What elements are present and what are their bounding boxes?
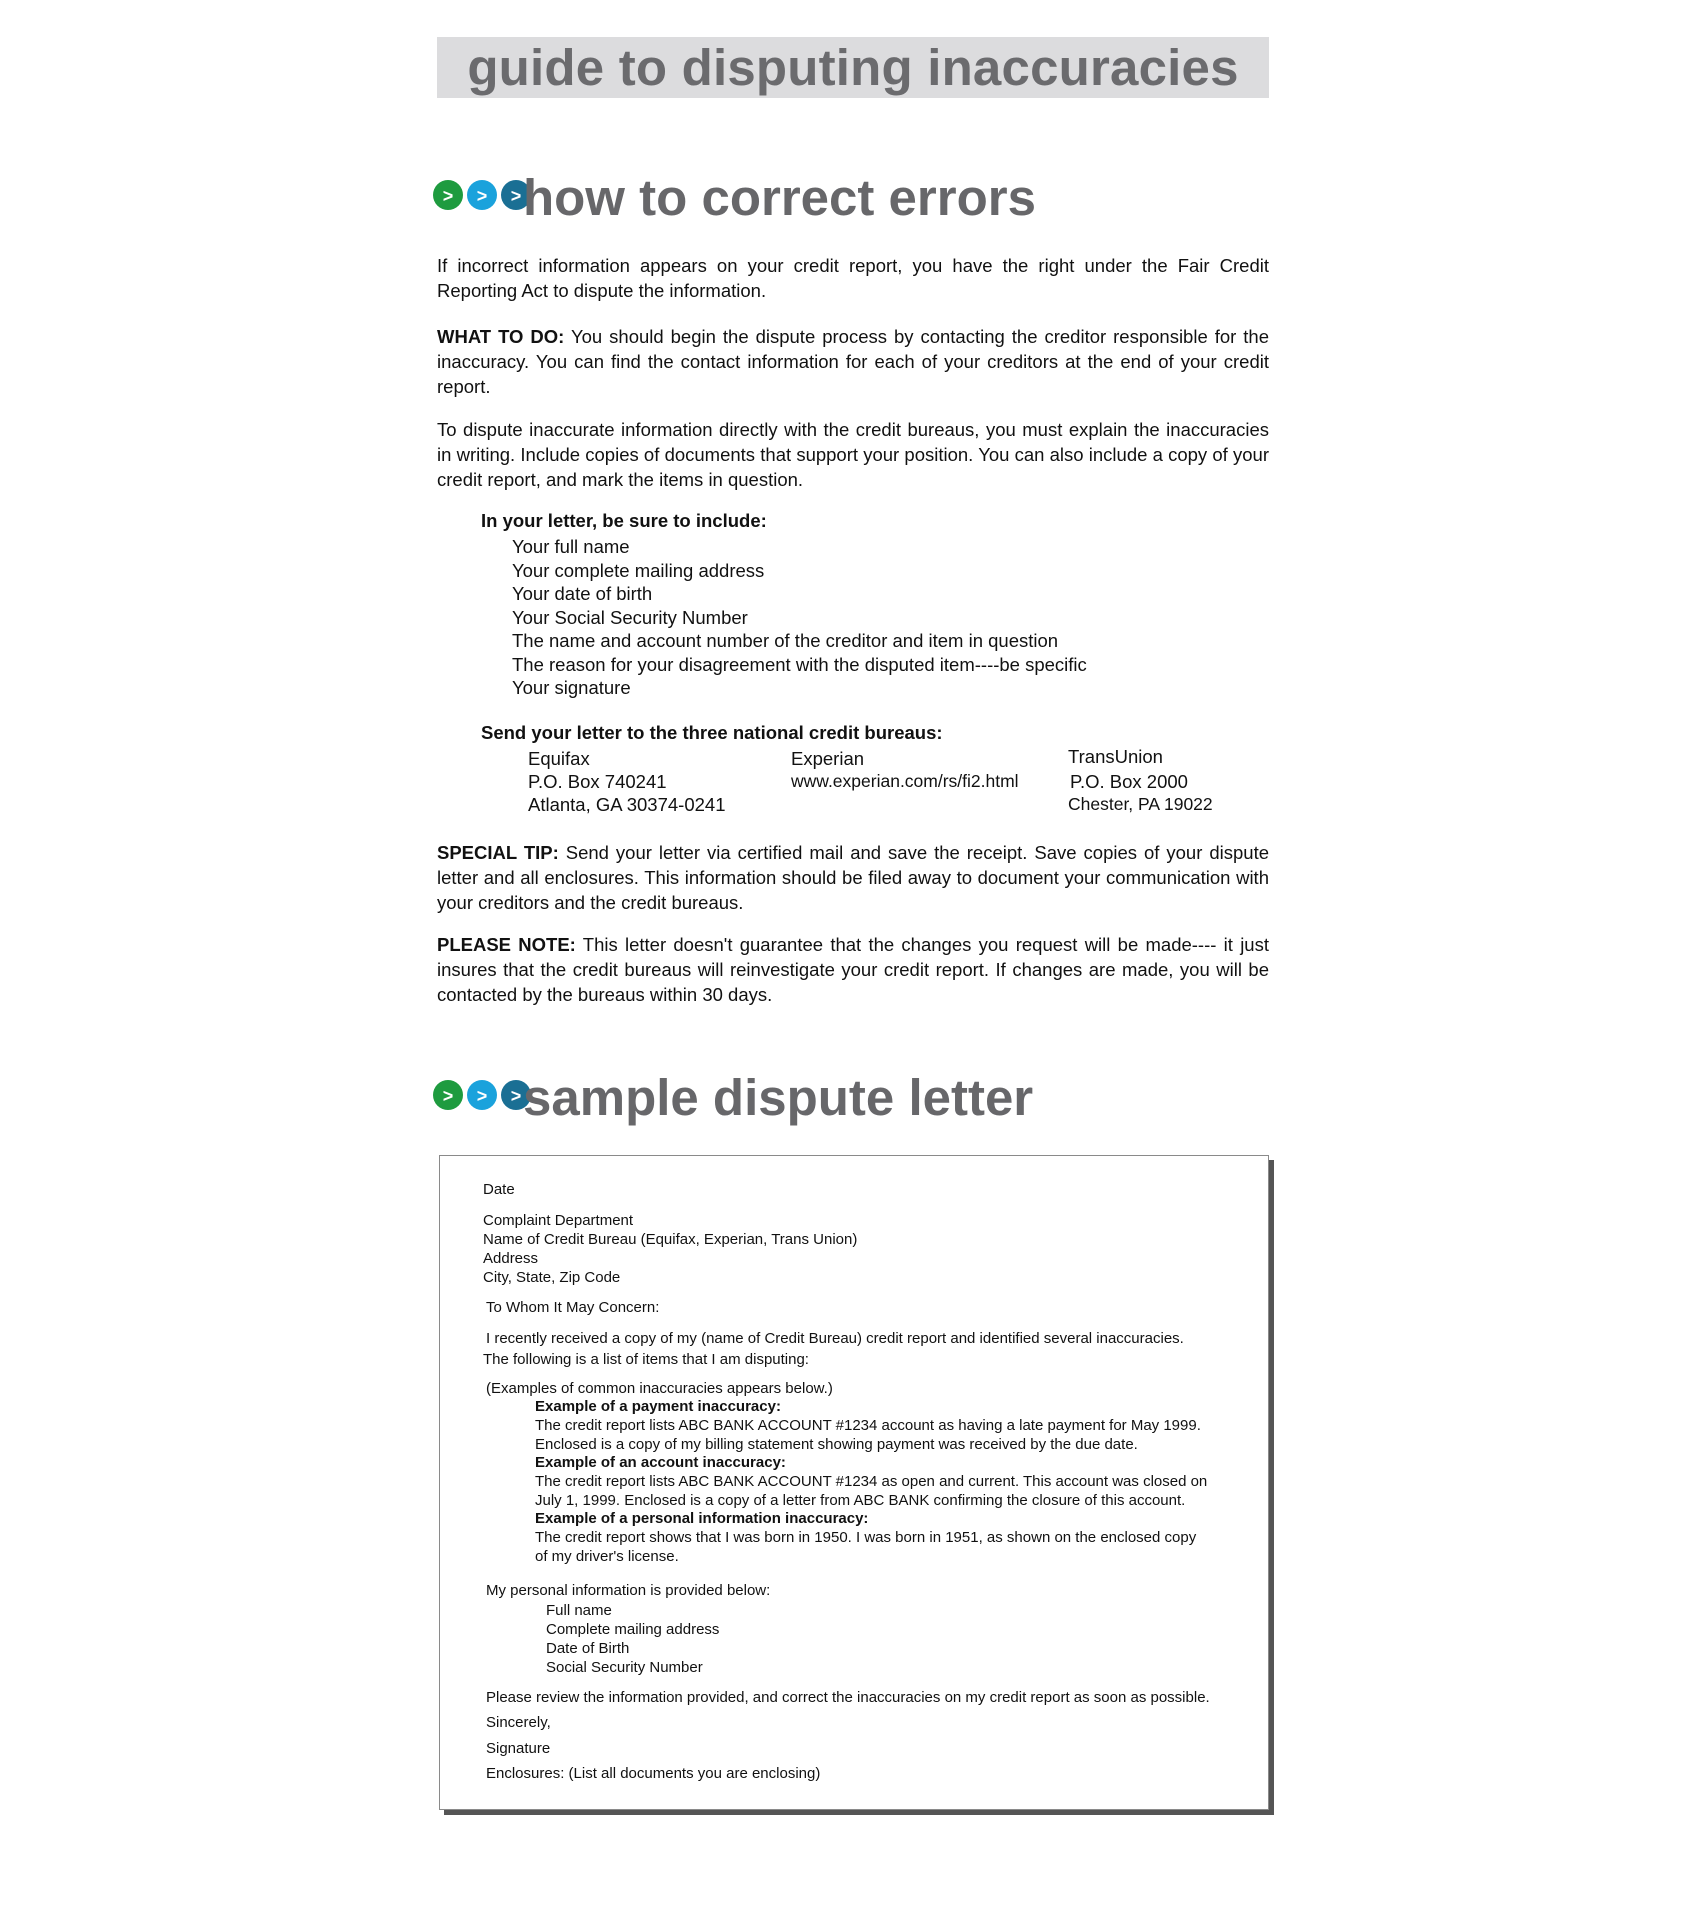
example-line: The credit report lists ABC BANK ACCOUNT #1234 account as having a late payment for May 1999. bbox=[535, 1417, 1201, 1434]
arrow-right-icon: > bbox=[501, 1080, 531, 1110]
list-item: Your date of birth bbox=[512, 583, 653, 604]
what-to-do-label: WHAT TO DO: bbox=[437, 326, 565, 347]
arrow-dots-icon bbox=[433, 1080, 533, 1114]
letter-closing-request: Please review the information provided, and correct the inaccuracies on my credit report as soon as possible. bbox=[486, 1689, 1210, 1706]
arrow-dots-icon bbox=[433, 180, 533, 214]
page-title: guide to disputing inaccuracies bbox=[467, 39, 1239, 96]
letter-body-line: I recently received a copy of my (name of Credit Bureau) credit report and identified several inaccuracies. bbox=[486, 1330, 1184, 1347]
letter-bureau-name: Name of Credit Bureau (Equifax, Experian, Trans Union) bbox=[483, 1231, 858, 1248]
arrow-right-icon: > bbox=[433, 1080, 463, 1110]
bureau-transunion bbox=[1068, 745, 1213, 816]
example-line: The credit report shows that I was born in 1950. I was born in 1951, as shown on the enclosed copy bbox=[535, 1529, 1197, 1546]
example-title: Example of a payment inaccuracy: bbox=[535, 1398, 781, 1415]
arrow-right-icon: > bbox=[501, 180, 531, 210]
letter-date: Date bbox=[483, 1181, 515, 1198]
letter-sincerely: Sincerely, bbox=[486, 1714, 551, 1731]
bureau-address-line: Atlanta, GA 30374-0241 bbox=[528, 794, 726, 815]
bureau-experian bbox=[791, 747, 1019, 793]
bureau-name: TransUnion bbox=[1068, 746, 1163, 767]
list-item: Date of Birth bbox=[546, 1640, 630, 1657]
letter-greeting: To Whom It May Concern: bbox=[486, 1299, 660, 1316]
letter-examples-intro: (Examples of common inaccuracies appears below.) bbox=[486, 1380, 833, 1397]
please-note-text: This letter doesn't guarantee that the changes you request will be made---- it just insures that the credit bureaus will reinvestigate your credit report. If changes are made, you will be contacted by the bureaus within 30 days. bbox=[437, 934, 1269, 1005]
letter-personal-intro: My personal information is provided below: bbox=[486, 1582, 771, 1599]
include-list bbox=[512, 535, 1087, 700]
bureau-equifax bbox=[528, 747, 725, 816]
arrow-right-icon: > bbox=[467, 1080, 497, 1110]
what-to-do-paragraph bbox=[437, 324, 1269, 399]
bureau-address-line: P.O. Box 740241 bbox=[528, 771, 667, 792]
example-line: The credit report lists ABC BANK ACCOUNT #1234 as open and current. This account was closed on bbox=[535, 1473, 1208, 1490]
list-item: Your Social Security Number bbox=[512, 606, 748, 628]
please-note-paragraph bbox=[437, 932, 1269, 1007]
intro-paragraph: If incorrect information appears on your credit report, you have the right under the Fair Credit Reporting Act to dispute the information. bbox=[437, 255, 1269, 301]
title-banner bbox=[437, 37, 1269, 98]
include-heading: In your letter, be sure to include: bbox=[481, 510, 767, 531]
arrow-right-icon: > bbox=[433, 180, 463, 210]
bureau-name: Experian bbox=[791, 748, 865, 769]
letter-dept: Complaint Department bbox=[483, 1212, 634, 1229]
list-item: Your full name bbox=[512, 536, 630, 557]
list-item: Your signature bbox=[512, 677, 631, 698]
special-tip-label: SPECIAL TIP: bbox=[437, 842, 559, 863]
please-note-label: PLEASE NOTE: bbox=[437, 934, 576, 955]
example-title: Example of a personal information inaccuracy: bbox=[535, 1510, 869, 1527]
list-item: The name and account number of the creditor and item in question bbox=[512, 630, 1059, 651]
example-line: of my driver's license. bbox=[535, 1548, 679, 1565]
letter-enclosures: Enclosures: (List all documents you are enclosing) bbox=[486, 1765, 821, 1782]
bureau-address-line: Chester, PA 19022 bbox=[1068, 794, 1213, 814]
example-title: Example of an account inaccuracy: bbox=[535, 1454, 786, 1471]
letter-address: Address bbox=[483, 1250, 539, 1267]
section-heading-correct-errors bbox=[433, 170, 1273, 230]
section-title: how to correct errors bbox=[523, 169, 1036, 226]
list-item: Complete mailing address bbox=[546, 1621, 720, 1638]
bureau-dispute-paragraph: To dispute inaccurate information directly with the credit bureaus, you must explain the inaccuracies in writing. Include copies of documents that support your position. You can also include a copy of your credit report, and mark the items in question. bbox=[437, 419, 1269, 490]
list-item: The reason for your disagreement with the disputed item----be specific bbox=[512, 653, 1087, 675]
letter-body-line: The following is a list of items that I am disputing: bbox=[483, 1351, 809, 1368]
example-line: July 1, 1999. Enclosed is a copy of a letter from ABC BANK confirming the closure of this account. bbox=[535, 1492, 1186, 1509]
special-tip-paragraph bbox=[437, 840, 1269, 915]
list-item: Full name bbox=[546, 1602, 612, 1619]
list-item: Social Security Number bbox=[546, 1659, 703, 1676]
example-line: Enclosed is a copy of my billing statement showing payment was received by the due date. bbox=[535, 1436, 1138, 1453]
send-heading: Send your letter to the three national credit bureaus: bbox=[481, 722, 943, 743]
section-title: sample dispute letter bbox=[523, 1069, 1034, 1126]
special-tip-text: Send your letter via certified mail and save the receipt. Save copies of your dispute letter and all enclosures. This information should be filed away to document your communication with your creditors and the credit bureaus. bbox=[437, 842, 1269, 913]
bureau-address-line: P.O. Box 2000 bbox=[1070, 771, 1188, 792]
what-to-do-text: You should begin the dispute process by contacting the creditor responsible for the inaccuracy. You can find the contact information for each of your creditors at the end of your credit report. bbox=[437, 326, 1269, 397]
bureau-name: Equifax bbox=[528, 748, 590, 769]
list-item: Your complete mailing address bbox=[512, 559, 765, 581]
letter-city: City, State, Zip Code bbox=[483, 1269, 621, 1286]
letter-signature: Signature bbox=[486, 1740, 551, 1757]
section-heading-sample-letter bbox=[433, 1070, 1273, 1130]
arrow-right-icon: > bbox=[467, 180, 497, 210]
sample-letter-box bbox=[439, 1155, 1269, 1810]
bureau-website: www.experian.com/rs/fi2.html bbox=[791, 771, 1019, 791]
